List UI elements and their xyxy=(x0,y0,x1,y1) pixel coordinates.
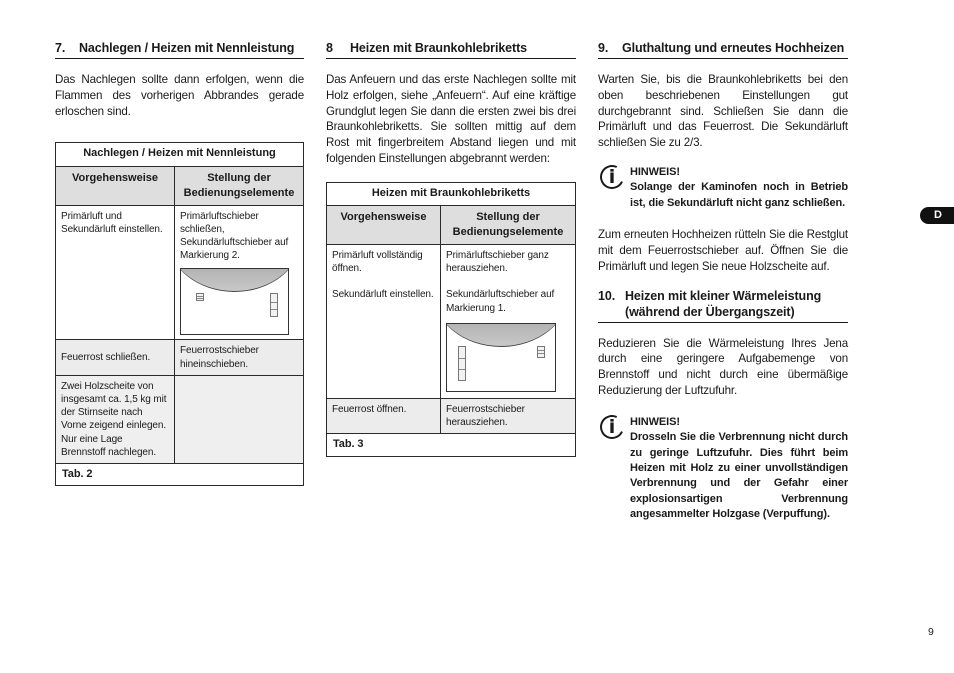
paragraph: Warten Sie, bis die Braunkohlebriketts bei den oben beschriebenen Einstellungen gut durchgebrannt sind. Schließen Sie dann die Primärluft und das Feuerrost. Die Sekundärluft schließen Sie zu 2/3. xyxy=(598,73,848,150)
table-cell-text: Sekundärluft einstellen. xyxy=(332,289,434,301)
hint-text: Drosseln Sie die Verbrennung nicht durch zu geringe Luftzufuhr. Dies führt beim Heizen mit Holz zu einer unvollständigen Verbrennung und der Gefahr einer explosionsartigen Verbrennung angesammelter Holzgase (Verpuffung). xyxy=(630,431,848,521)
air-slider-diagram xyxy=(446,323,556,392)
section-heading-7 xyxy=(55,40,304,59)
table-caption: Heizen mit Braunkohlebriketts xyxy=(327,182,576,205)
column-header-control-position: Stellung der Bedienungselemente xyxy=(441,205,576,244)
intro-paragraph: Das Anfeuern und das erste Nachlegen sollte mit Holz erfolgen, siehe „Anfeuern“. Auf eine kräftige Grundglut legen Sie dann die ersten zwei bis drei Braunkohlebriketts. Sie sollten mittig auf dem Rost mit fingerbreitem Abstand liegen und mit folgenden Einstellungen abgebrannt werden: xyxy=(326,73,576,165)
hint-text: Solange der Kaminofen noch in Betrieb ist, die Sekundärluft nicht ganz schließen. xyxy=(630,181,848,209)
table-footer: Tab. 2 xyxy=(56,464,304,486)
table-cell-with-figure xyxy=(441,244,576,398)
air-slider-diagram xyxy=(180,268,289,335)
hint-title: HINWEIS! xyxy=(630,415,680,428)
section-title: Gluthaltung und erneutes Hochheizen xyxy=(622,41,845,55)
stove-front-arc xyxy=(446,323,556,347)
table-cell: Feuerrostschieber herausziehen. xyxy=(441,398,576,433)
secondary-air-slider-marker xyxy=(537,346,545,358)
intro-paragraph: Das Nachlegen sollte dann erfolgen, wenn die Flammen des vorherigen Abbrandes gerade erloschen sind. xyxy=(55,73,304,118)
paragraph: Zum erneuten Hochheizen rütteln Sie die Restglut mit dem Feuerrostschieber auf. Öffnen Sie die Primärluft und legen Sie neue Holzscheite auf. xyxy=(598,228,848,273)
column-section-7 xyxy=(55,40,304,486)
hint-title: HINWEIS! xyxy=(630,165,680,178)
table-2 xyxy=(55,142,304,486)
column-header-control-position: Stellung der Bedienungselemente xyxy=(175,166,304,205)
column-sections-9-10 xyxy=(598,40,848,523)
section-number: 8 xyxy=(326,41,333,55)
info-icon: i xyxy=(598,415,626,439)
table-cell: Feuerrost schließen. xyxy=(56,340,175,375)
stove-front-arc xyxy=(180,268,289,292)
hint-content xyxy=(630,165,848,211)
info-icon: i xyxy=(598,165,626,189)
table-cell-with-figure xyxy=(175,205,304,340)
section-number: 9. xyxy=(598,41,609,55)
section-number: 7. xyxy=(55,41,66,55)
table-caption: Nachlegen / Heizen mit Nennleistung xyxy=(56,143,304,166)
paragraph: Reduzieren Sie die Wärmeleistung Ihres Jena durch eine geringere Aufgabemenge von Brennstoff und nicht durch eine übermäßige Reduzierung der Luftzufuhr. xyxy=(598,336,848,397)
table-cell: Feuerrostschieber hineinschieben. xyxy=(175,340,304,375)
primary-air-slider-marker xyxy=(196,293,204,301)
section-title: Heizen mit kleiner Wärmeleistung (während der Übergangszeit) xyxy=(625,288,822,319)
table-cell-text: Primärluft vollständig öffnen. xyxy=(332,249,423,275)
hint-box xyxy=(598,165,848,211)
section-title: Heizen mit Braunkohlebriketts xyxy=(350,41,528,55)
page-number: 9 xyxy=(928,626,934,638)
table-cell: Feuerrost öffnen. xyxy=(327,398,441,433)
table-cell xyxy=(327,244,441,398)
language-tab: D xyxy=(920,207,954,224)
section-heading-9 xyxy=(598,40,848,59)
section-title: Nachlegen / Heizen mit Nennleistung xyxy=(79,41,295,55)
table-cell-text: Primärluftschieber ganz herausziehen. xyxy=(446,249,549,275)
table-footer: Tab. 3 xyxy=(327,434,576,456)
table-3 xyxy=(326,182,576,457)
column-header-procedure: Vorgehensweise xyxy=(56,166,175,205)
section-heading-8 xyxy=(326,40,576,59)
column-header-procedure: Vorgehensweise xyxy=(327,205,441,244)
table-cell: Primärluft und Sekundärluft einstellen. xyxy=(56,205,175,340)
table-cell: Zwei Holzscheite von insgesamt ca. 1,5 kg mit der Stirnseite nach Vorne zeigend einlegen. Nur eine Lage Brennstoff nachlegen. xyxy=(56,375,175,463)
hint-content xyxy=(630,415,848,523)
primary-air-slider-marker xyxy=(458,346,466,381)
table-cell-text: Primärluftschieber schließen, Sekundärluftschieber auf Markierung 2. xyxy=(180,210,289,262)
table-cell-text: Sekundärluftschieber auf Markierung 1. xyxy=(446,289,555,314)
secondary-air-slider-marker xyxy=(270,293,278,317)
hint-box xyxy=(598,415,848,523)
section-number: 10. xyxy=(598,288,616,303)
table-cell-empty xyxy=(175,375,304,463)
section-heading-10 xyxy=(598,288,848,323)
column-section-8 xyxy=(326,40,576,457)
